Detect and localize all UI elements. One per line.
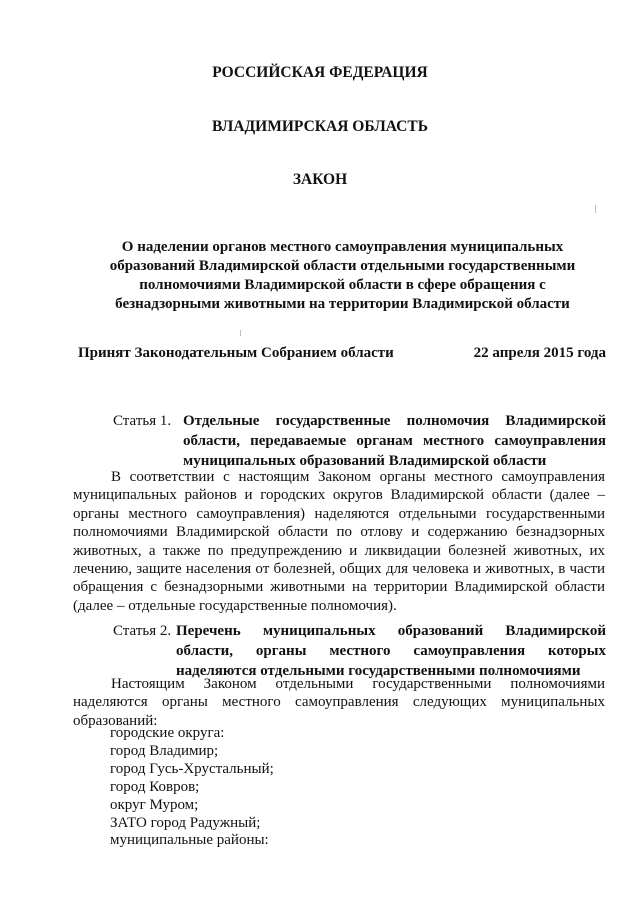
header-doc-type: ЗАКОН — [292, 171, 348, 188]
scan-artifact — [595, 205, 596, 213]
header-federation: РОССИЙСКАЯ ФЕДЕРАЦИЯ — [212, 64, 428, 81]
article-1-body — [73, 468, 605, 615]
municipality-list — [110, 725, 274, 850]
adopted-by: Принят Законодательным Собранием области — [78, 345, 394, 361]
list-item: городские округа: — [110, 725, 225, 741]
list-item: город Ковров; — [110, 778, 200, 795]
article-1-heading — [113, 411, 606, 473]
article-2-body — [73, 675, 605, 730]
article-1-text: В соответствии с настоящим Законом органы местного самоуправления муниципальных районов и городских округов Владимирской области (далее – органы местного самоуправления) наделяются отдельными государственными полномочиями Владимирской области по отлову и содержанию безнадзорных животных, а также по предупреждению и ликвидации болезней животных, их лечению, защите населения от болезней, общих для человека и животных, в части обращения с безнадзорными животными на территории Владимирской области (далее – отдельные государственные полномочия). — [73, 469, 605, 614]
article-2-text: Настоящим Законом отдельными государственными полномочиями наделяются органы местного самоуправления следующих муниципальных образований: — [73, 676, 605, 729]
header-region: ВЛАДИМИРСКАЯ ОБЛАСТЬ — [212, 118, 428, 135]
article-1-title: Отдельные государственные полномочия Владимирской области, передаваемые органам местного самоуправления муниципальных образований Владимирской области — [183, 413, 606, 469]
scan-artifact — [240, 330, 241, 336]
adoption-line — [78, 345, 606, 362]
list-item: муниципальные районы: — [110, 832, 269, 849]
list-item: ЗАТО город Радужный; — [110, 814, 261, 831]
article-2-heading — [113, 621, 606, 683]
article-2-label: Статья 2. — [113, 623, 172, 639]
list-item: город Гусь-Хрустальный; — [110, 760, 274, 777]
law-title: О наделении органов местного самоуправления муниципальных образований Владимирской области отдельными государственными полномочиями Владимирской области в сфере обращения с безнадзорными животными на территории Владимирской области — [109, 239, 576, 312]
list-item: город Владимир; — [110, 742, 219, 759]
article-1-label: Статья 1. — [113, 413, 172, 429]
list-item: округ Муром; — [110, 796, 199, 813]
article-2-title: Перечень муниципальных образований Владимирской области, органы местного самоуправления которых наделяются отдельными государственными полномочиями — [176, 623, 606, 679]
adopted-date: 22 апреля 2015 года — [473, 345, 606, 361]
